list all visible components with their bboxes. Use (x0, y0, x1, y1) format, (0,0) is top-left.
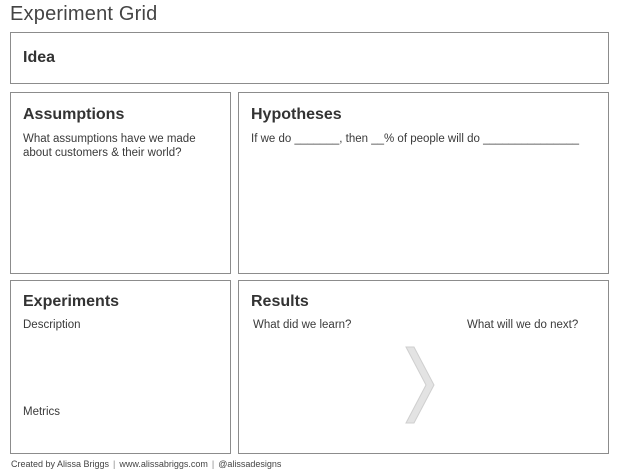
footer-credit: Created by Alissa Briggs (11, 459, 110, 469)
hypotheses-box (238, 92, 609, 274)
experiments-metrics-label: Metrics (23, 406, 61, 418)
idea-title: Idea (23, 49, 56, 66)
experiments-title: Experiments (23, 293, 120, 310)
results-learn-prompt: What did we learn? (253, 319, 352, 331)
footer-website-link[interactable]: www.alissabriggs.com (119, 459, 208, 469)
hypotheses-title: Hypotheses (251, 106, 342, 123)
page-title: Experiment Grid (10, 3, 158, 25)
idea-box (10, 32, 609, 84)
hypotheses-prompt: If we do _______, then __% of people will do _______________ (251, 133, 580, 145)
footer: Created by Alissa Briggs | www.alissabriggs.com | @alissadesigns (11, 459, 282, 469)
chevron-right-icon (404, 345, 436, 425)
results-next-prompt: What will we do next? (467, 319, 579, 331)
experiments-box (10, 280, 231, 454)
experiments-description-label: Description (23, 319, 81, 331)
footer-handle-link[interactable]: @alissadesigns (218, 459, 282, 469)
assumptions-prompt: What assumptions have we made about customers & their world? (23, 133, 196, 159)
assumptions-box (10, 92, 231, 274)
assumptions-title: Assumptions (23, 106, 125, 123)
results-title: Results (251, 293, 309, 310)
